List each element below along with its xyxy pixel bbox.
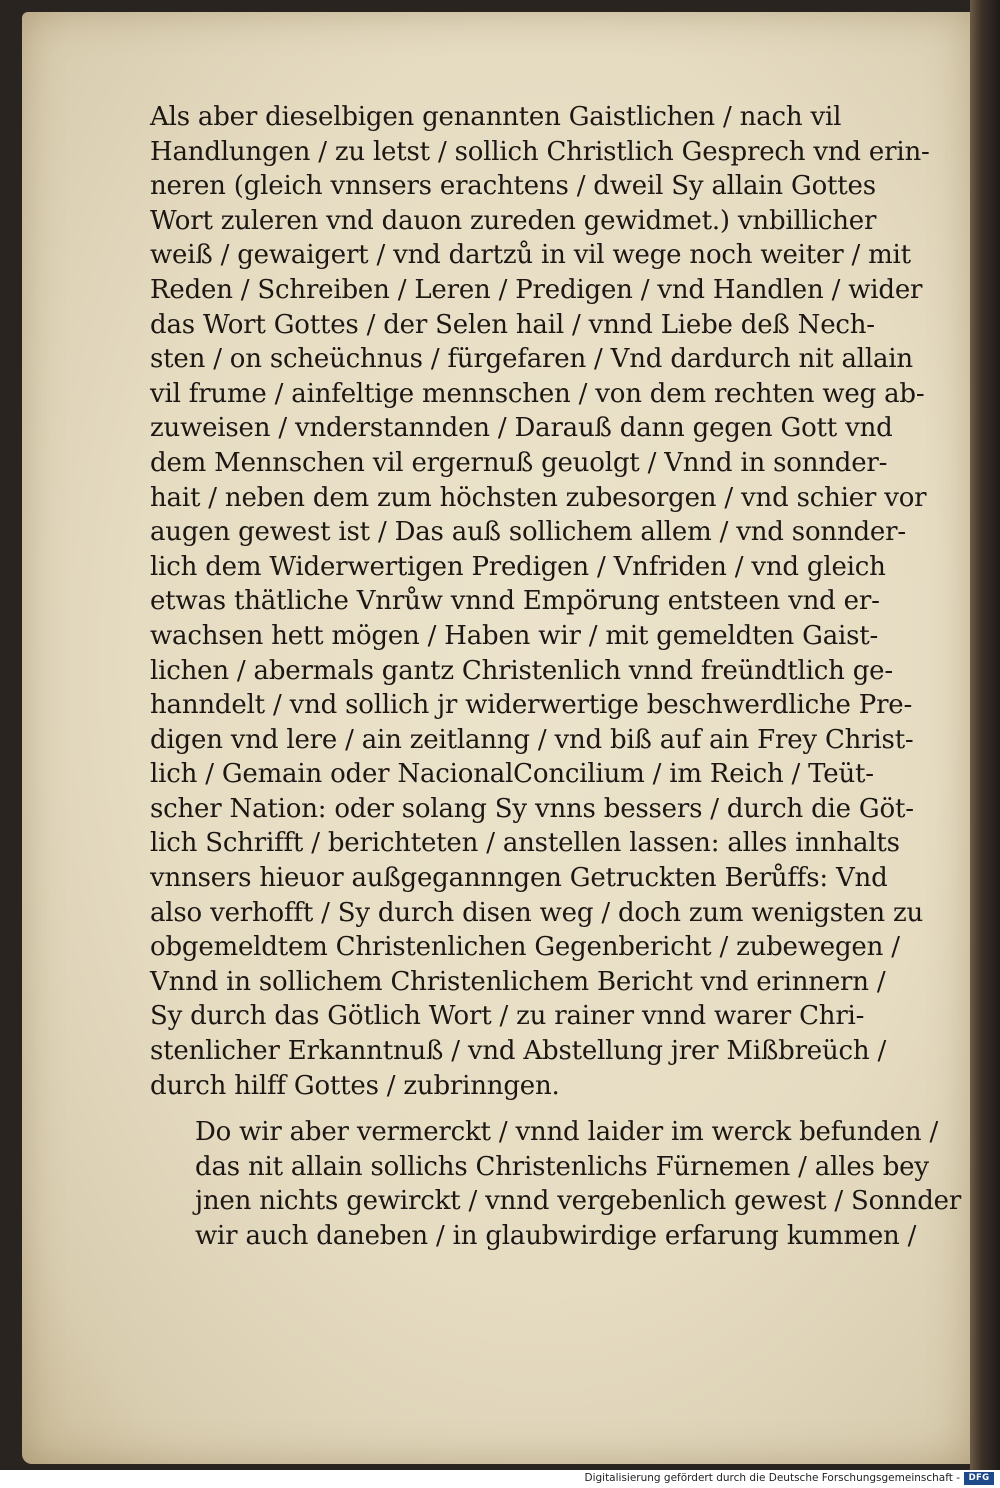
text-line: zuweisen / vnderstannden / Darauß dann gegen Gott vnd (150, 413, 893, 444)
text-line: digen vnd lere / ain zeitlanng / vnd biß auf ain Frey Christ- (150, 724, 914, 755)
text-line: wir auch daneben / in glaubwirdige erfarung kummen / (195, 1220, 917, 1251)
text-line: stenlicher Erkanntnuß / vnd Abstellung jrer Mißbreüch / (150, 1036, 887, 1067)
text-line: augen gewest ist / Das auß sollichem allem / vnd sonnder- (150, 517, 906, 548)
text-line: sten / on scheüchnus / fürgefaren / Vnd dardurch nit allain (150, 344, 913, 375)
text-line: das Wort Gottes / der Selen hail / vnnd Liebe deß Nech- (150, 309, 875, 340)
paragraph-2 (195, 1115, 975, 1253)
text-line: vnnsers hieuor außgegannngen Getruckten Berůffs: Vnd (150, 863, 888, 894)
text-line: lich Schrifft / berichteten / anstellen lassen: alles innhalts (150, 828, 900, 859)
text-line: weiß / gewaigert / vnd dartzů in vil wege noch weiter / mit (150, 240, 911, 271)
text-line: Wort zuleren vnd dauon zureden gewidmet.) vnbillicher (150, 205, 877, 236)
text-line: lich / Gemain oder NacionalConcilium / im Reich / Teüt- (150, 759, 874, 790)
text-line: durch hilff Gottes / zubrinngen. (150, 1070, 560, 1101)
text-line: obgemeldtem Christenlichen Gegenbericht / zubewegen / (150, 932, 900, 963)
text-line: Als aber dieselbigen genannten Gaistlichen / nach vil (150, 102, 842, 132)
text-line: das nit allain sollichs Christenlichs Fürnemen / alles bey (195, 1151, 929, 1182)
funding-credit: Digitalisierung gefördert durch die Deutsche Forschungsgemeinschaft - (584, 1472, 960, 1484)
text-line: jnen nichts gewirckt / vnnd vergebenlich gewest / Sonnder (195, 1186, 962, 1217)
text-line: Vnnd in sollichem Christenlichem Bericht vnd erinnern / (150, 966, 886, 997)
text-line: also verhofft / Sy durch disen weg / doch zum wenigsten zu (150, 897, 923, 928)
text-line: Reden / Schreiben / Leren / Predigen / vnd Handlen / wider (150, 274, 923, 305)
text-line: lichen / abermals gantz Christenlich vnnd freündtlich ge- (150, 655, 893, 686)
text-line: hanndelt / vnd sollich jr widerwertige beschwerdliche Pre- (150, 690, 913, 721)
text-line: vil frume / ainfeltige mennschen / von dem rechten weg ab- (150, 378, 925, 409)
text-line: lich dem Widerwertigen Predigen / Vnfriden / vnd gleich (150, 551, 886, 582)
text-line: etwas thätliche Vnrůw vnnd Empörung entsteen vnd er- (150, 586, 880, 617)
text-line: Handlungen / zu letst / sollich Christlich Gesprech vnd erin- (150, 136, 930, 167)
paragraph-1 (150, 100, 970, 1103)
text-line: dem Mennschen vil ergernuß geuolgt / Vnnd in sonnder- (150, 447, 888, 478)
text-line: neren (gleich vnnsers erachtens / dweil Sy allain Gottes (150, 171, 876, 202)
text-line: Do wir aber vermerckt / vnnd laider im werck befunden / (195, 1117, 939, 1147)
text-line: Sy durch das Götlich Wort / zu rainer vnnd warer Chri- (150, 1001, 865, 1032)
dfg-logo: DFG (964, 1472, 994, 1485)
footer-bar (0, 1470, 1000, 1488)
text-line: wachsen hett mögen / Haben wir / mit gemeldten Gaist- (150, 620, 879, 651)
text-line: scher Nation: oder solang Sy vnns bessers / durch die Göt- (150, 793, 914, 824)
text-line: hait / neben dem zum höchsten zubesorgen / vnd schier vor (150, 482, 927, 513)
